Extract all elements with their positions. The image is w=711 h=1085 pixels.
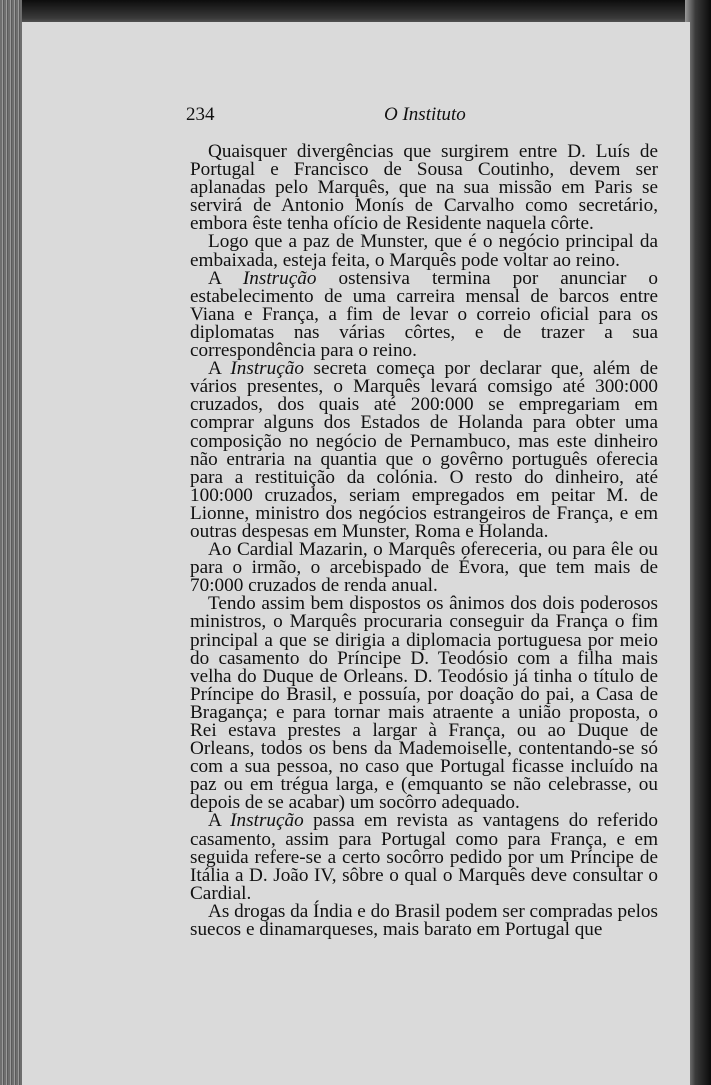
paragraph: Logo que a paz de Munster, que é o negócio principal da embaixada, esteja feita, o Marquês pode voltar ao reino.: [190, 231, 658, 271]
running-title: O Instituto: [384, 104, 466, 125]
paragraph: Ao Cardial Mazarin, o Marquês ofereceria, ou para êle ou para o irmão, o arcebispado de Évora, que tem mais de 70:000 cruzados de renda anual.: [190, 539, 658, 597]
paragraph: Tendo assim bem dispostos os ânimos dos dois poderosos ministros, o Marquês procuraria conseguir da França o fim principal a que se dirigia a diplomacia portuguesa por meio do casamento do Príncipe D. Teodósio com a filha mais velha do Duque de Orleans. D. Teodósio já tinha o título de Príncipe do Brasil, e possuía, por doação do pai, a Casa de Bragança; e para tornar mais atraente a união proposta, o Rei estava prestes a largar à França, ou ao Duque de Orleans, todos os bens da Mademoiselle, contentando-se só com a sua pessoa, no caso que Portugal ficasse incluído na paz ou em trégua larga, e (emquanto se não celebrasse, ou depois de se acabar) um socôrro adequado.: [190, 593, 658, 814]
page-number: 234: [186, 104, 215, 125]
paragraph: A Instrução passa em revista as vantagens do referido casamento, assim para Portugal como para França, e em seguida refere-se a certo socôrro pedido por um Príncipe de Itália a D. João IV, sôbre o qual o Marquês deve consultar o Cardial.: [190, 810, 658, 904]
paragraph: A Instrução ostensiva termina por anunciar o estabelecimento de uma carreira mensal de barcos entre Viana e França, a fim de levar o correio oficial para os diplomatas nas várias côrtes, e de trazer a sua correspondência para o reino.: [190, 267, 658, 362]
paragraph: A Instrução secreta começa por declarar que, além de vários presentes, o Marquês levará comsigo até 300:000 cruzados, dos quais até 200:000 se empregariam em comprar alguns dos Estados de Holanda para obter uma composição no negócio de Pernambuco, mas este dinheiro não entraria na quantia que o govêrno português oferecia para a restituição da colónia. O resto do dinheiro, até 100:000 cruzados, seriam empregados em peitar M. de Lionne, ministro dos negócios estrangeiros de França, e em outras despesas em Munster, Roma e Holanda.: [190, 358, 658, 542]
body-text: [190, 143, 658, 939]
book-spine-edge: [0, 0, 22, 1085]
paragraph: Quaisquer divergências que surgirem entre D. Luís de Portugal e Francisco de Sousa Coutinho, devem ser aplanadas pelo Marquês, que na sua missão em Paris se servirá de Antonio Monís de Carvalho como secretário, embora êste tenha ofício de Residente naquela côrte.: [190, 141, 658, 235]
paragraph: As drogas da Índia e do Brasil podem ser compradas pelos suecos e dinamarqueses, mais barato em Portugal que: [190, 900, 658, 941]
page-header: [186, 104, 656, 134]
